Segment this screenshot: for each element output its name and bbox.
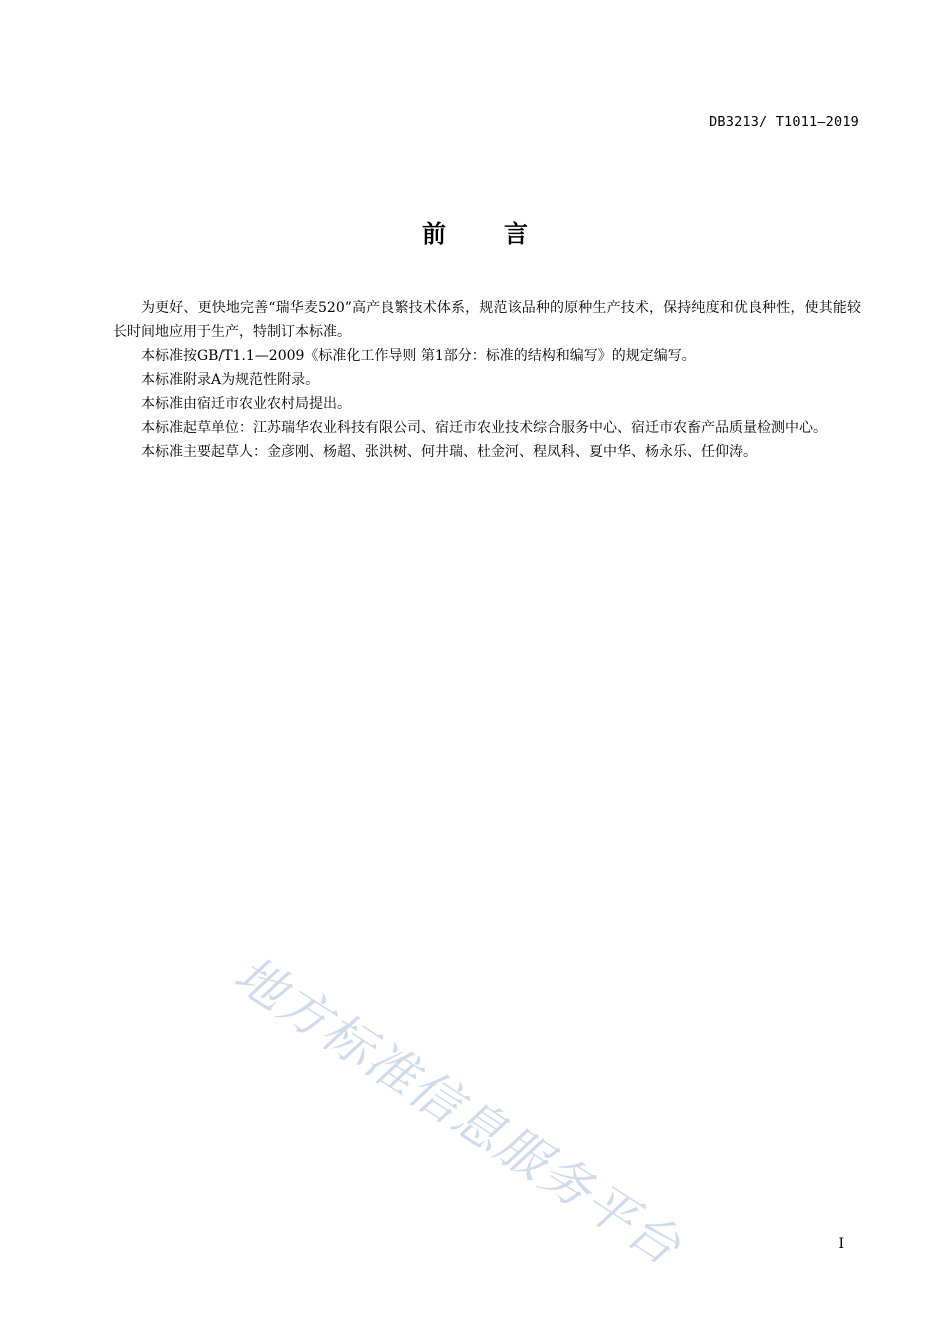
paragraph-drafting-units: 本标准起草单位：江苏瑞华农业科技有限公司、宿迁市农业技术综合服务中心、宿迁市农畜产品质量检测中心。: [141, 420, 827, 436]
section-title: 前言: [422, 220, 586, 248]
paragraph-appendix: 本标准附录A为规范性附录。: [141, 372, 320, 388]
foreword-body: [113, 296, 861, 464]
paragraph-drafters: 本标准主要起草人：金彦刚、杨超、张洪树、何井瑞、杜金河、程凤科、夏中华、杨永乐、任仰涛。: [141, 444, 757, 460]
watermark: 地方标准信息服务平台: [224, 945, 692, 1277]
paragraph-proposer: 本标准由宿迁市农业农村局提出。: [141, 396, 351, 412]
page-number: I: [838, 1236, 844, 1252]
standard-code: DB3213/ T1011—2019: [709, 114, 859, 130]
paragraph-purpose: 为更好、更快地完善“瑞华麦520”高产良繁技术体系，规范该品种的原种生产技术，保持纯度和优良种性，使其能较长时间地应用于生产，特制订本标准。: [113, 300, 861, 340]
paragraph-drafting-rules: 本标准按GB/T1.1—2009《标准化工作导则 第1部分：标准的结构和编写》的规定编写。: [141, 348, 696, 364]
